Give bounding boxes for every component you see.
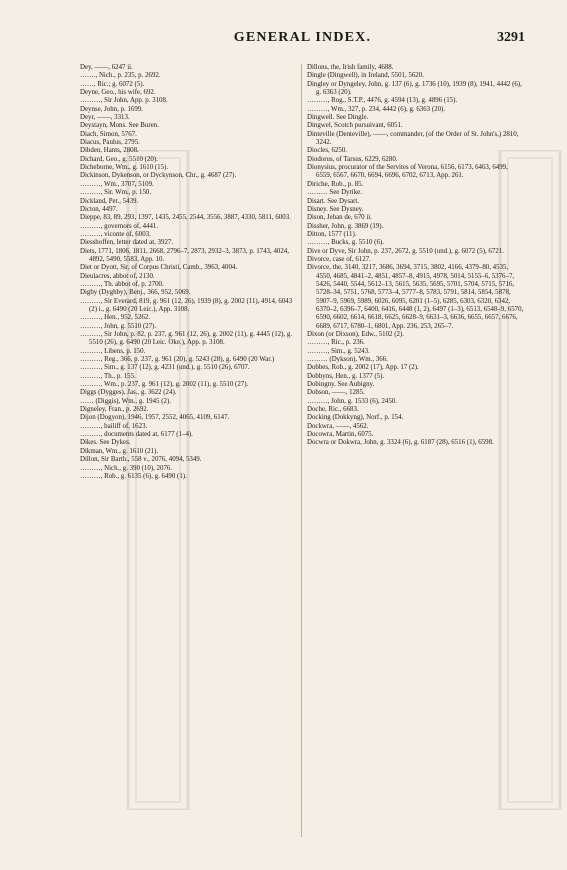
index-entry: ………, Wm., p. 237, g. 961 (12), g. 2002 (11), g. 5510 (27). xyxy=(80,381,249,389)
index-entry: Disney. See Dysney. xyxy=(307,205,364,213)
index-entry: ………, Sim., g. 5243. xyxy=(307,347,370,355)
index-entry: ………, bailiff of, 1623. xyxy=(80,422,148,430)
index-entry: ……, Ric.; g. 6072 (5). xyxy=(80,80,145,88)
index-entry: Docowra, Martin, 6075. xyxy=(307,431,374,439)
index-entry: ………, Libens, p. 150. xyxy=(80,347,146,355)
index-entry: Dison, Jehan de, 670 ii. xyxy=(307,214,372,222)
index-entry: Digneley, Fran., p. 2692. xyxy=(80,406,149,414)
index-entry: Diggs (Dygges), Jas., g. 3622 (24). xyxy=(80,389,177,397)
page-number: 3291 xyxy=(497,30,525,45)
index-entry: Dixon (or Dixson), Edw., 5102 (2). xyxy=(307,331,404,338)
index-entry: Diach, Simon, 5767. xyxy=(80,130,137,138)
index-entry: Ditton, 1577 (11). xyxy=(307,230,357,238)
index-entry: ……… See Dyrike. xyxy=(307,189,362,197)
index-entry: Dijon (Dogyon), 1946, 1957, 2552, 4065, 4109, 6147. xyxy=(80,414,230,422)
index-entry: ………, Sir Everard, 819, g. 961 (12, 26), 1939 (8), g. 2002 (11), 4914, 6043 (2) i., g. 6490 (20 Leic.), App. 3108. xyxy=(80,297,293,313)
index-entry: ………, Bucks, g. 5510 (6). xyxy=(307,239,384,247)
index-entry: ………, Hen., 952, 5262. xyxy=(80,314,151,322)
index-entry: ………, Th., p. 155. xyxy=(80,372,136,380)
index-entry: ………, documents dated at, 6177 (1–4). xyxy=(80,431,193,439)
index-entry: ………, John, g. 5510 (27). xyxy=(80,322,157,330)
index-entry: Dey, ——, 6247 ii. xyxy=(80,64,133,71)
index-entry: ………, governors of, 4441. xyxy=(80,222,159,230)
index-entry: ………, Th. abbot of, p. 2700. xyxy=(80,280,164,288)
index-entry: Dingwell. See Dingle. xyxy=(307,114,369,122)
index-entry: Dinteville (Denteville), ——, commander, (of the Order of St. John's,) 2810, 3242. xyxy=(307,130,519,147)
index-entry: Dobbyns, Hen., g. 1377 (5). xyxy=(307,372,385,380)
index-entry: ……… (Dykson), Wm., 366. xyxy=(307,356,388,364)
index-entry: Dillon, Sir Barth., 558 v., 2076, 4094, 5349. xyxy=(80,456,202,464)
index-entry: Disart. See Dysart. xyxy=(307,197,360,205)
index-entry: Dickinson, Dykenson, or Dyckynson, Chr., g. 4687 (27). xyxy=(80,172,237,180)
index-entry: ………, Nich., g. 390 (10), 2076. xyxy=(80,464,173,472)
index-entry: ………, Sim., g. 137 (12), g. 4231 (und.), g. 5510 (26), 6707. xyxy=(80,364,250,372)
index-entry: Divorce, the, 3140, 3217, 3686, 3694, 3715, 3802, 4166, 4379–80, 4535, 4550, 4685, 4841–2, 4851, 4857–8, 4915, 4978, 5014, 5155–6, 5376–7, 5426, 5440, 5544, 5612–13, 5615, 5635, 5695, 5701, 5704, 5715, 5716, 5728–34, 5751, 5768, 5773–4, 5777–8, 5783, 5791, 5814, 5854, 5878, 5907–9, 5969, 5989, 6026, 6095, 6201 (1–5), 6285, 6303, 6320, 6342, 6370–2, 6396–7, 6400, 6416, 6448 (1, 2), 6497 (1–3), 6513, 6548–9, 6570, 6590, 6602, 6614, 6618, 6625, 6628–9, 6631–3, 6636, 6655, 6657, 6676, 6689, 6717, 6780–1, 6801, App. 236, 253, 265–7. xyxy=(307,264,524,330)
index-entry: Dieppe, 83, 89, 293, 1397, 1435, 2455, 2544, 3556, 3887, 4330, 5811, 6003. xyxy=(80,214,291,222)
index-entry: Diets, 1771, 1806, 1811, 2668, 2796–7, 2873, 2932–3, 3873, p. 1743, 4024, 4892, 5490, 5583, App. 10. xyxy=(80,247,289,263)
index-entry: Dive or Dyve, Sir John, p. 237, 2672, g. 5510 (und.), g. 6072 (5), 6721. xyxy=(307,247,504,255)
index-entry: Deynse, John, p. 1699. xyxy=(80,105,143,113)
index-entry: Deyr, ——, 3313. xyxy=(80,114,130,122)
index-entry: Dingley or Dyngeley, John, g. 137 (6), g. 1736 (10), 1939 (8), 1941, 4442 (6), g. 6363 (20). xyxy=(307,80,522,97)
index-entry: ………, Reg., 366, p. 237, g. 961 (20), g. 5243 (28), g. 6490 (20 War.) xyxy=(80,356,275,364)
index-entry: Docwra or Dokwra, John, g. 3324 (6), g. 6187 (28), 6516 (1), 6598. xyxy=(307,439,494,447)
index-entry: Doche, Ric., 6683. xyxy=(307,406,359,414)
index-entry: Dingle (Dingwell), in Ireland, 5501, 5620. xyxy=(307,72,424,80)
index-entry: Deystayn, Mons. See Buren. xyxy=(80,122,159,130)
index-entry: ………, Rog., S.T.P., 4476, g. 4594 (13), g. 4896 (15). xyxy=(307,97,458,105)
index-entry: Dikman, Wm., g. 1610 (21). xyxy=(80,447,159,455)
index-entry: Digby (Dyghby), Benj., 366, 952, 5069. xyxy=(80,289,191,297)
index-entry: ………, Rob., g. 6135 (6), g. 6490 (1). xyxy=(80,472,187,480)
index-entry: …… (Diggis), Wm., g. 1945 (2). xyxy=(80,397,171,405)
index-entry: Dissher, John, g. 3869 (19). xyxy=(307,222,384,230)
index-entry: Dikes. See Dykes. xyxy=(80,439,131,447)
index-entry: Dillons, the, Irish family, 4688. xyxy=(307,64,394,71)
index-entry: Diocles, 6250. xyxy=(307,147,347,155)
index-entry: Diet or Dyott, Sir, of Corpus Christi, Camb., 3963, 4004. xyxy=(80,264,238,272)
index-entry: Diriche, Rob., p. 85. xyxy=(307,180,364,188)
index-entry: Diacus, Paulus, 2795. xyxy=(80,139,140,147)
index-entry: Dibden, Hants, 2808. xyxy=(80,147,139,155)
index-entry: Dobbes, Rob., g. 2002 (17), App. 17 (2). xyxy=(307,364,419,372)
index-entry: ………, John, g. 1533 (6), 2450. xyxy=(307,397,397,405)
column-divider xyxy=(301,64,302,837)
index-entry: Dicton, 4497. xyxy=(80,205,118,213)
index-entry: Diesshoffen, letter dated at, 3927. xyxy=(80,239,174,247)
index-entry: Dicheborne, Wm., g. 1610 (15). xyxy=(80,164,169,172)
index-entry: Docking (Dokkyng), Norf., p. 154. xyxy=(307,414,404,422)
index-entry: Dionysius, procurator of the Servites of Verona, 6156, 6173, 6463, 6499, 6559, 6567, 6670, 6694, 6696, 6702, 6713, App. 261. xyxy=(307,164,508,180)
index-entry: ……., Nich., p. 235, p. 2692. xyxy=(80,72,161,80)
index-entry: Divorce, case of, 6127. xyxy=(307,255,371,263)
index-entry: ………, Sir John, p. 82, p. 237, g. 961 (12, 26), g. 2002 (11), g. 4445 (12), g. 5510 (26), g. 6490 (20 Leic. Oke.), App. p. 3108. xyxy=(80,331,293,347)
index-entry: Dickland, Pet., 5439. xyxy=(80,197,139,205)
index-entry: Dobingny. See Aubigny. xyxy=(307,381,375,389)
index-entry: Dichard, Geo., g. 5510 (20). xyxy=(80,155,158,163)
page-header xyxy=(80,30,525,50)
index-column-left xyxy=(80,64,298,481)
page-title: GENERAL INDEX. xyxy=(233,30,372,45)
index-entry: ………, Sir. Wm., p. 150. xyxy=(80,189,152,197)
index-entry: ………, Ric., p. 236. xyxy=(307,339,365,347)
index-entry: ………, Wm., 3707, 5109. xyxy=(80,180,154,188)
index-entry: ………, Wm., 327, p. 234, 4442 (6), g. 6363 (20). xyxy=(307,105,446,113)
index-entry: Dingwel, Scotch pursuivant, 6051. xyxy=(307,122,403,130)
index-entry: Diodorus, of Tarsus, 6229, 6280. xyxy=(307,155,398,163)
index-column-right xyxy=(307,64,525,448)
index-entry: ………, Sir John, App. p. 3108. xyxy=(80,97,168,105)
index-entry: Dieulacres, abbot of, 2130. xyxy=(80,272,155,280)
index-entry: ………, viconte of, 6003. xyxy=(80,230,151,238)
index-entry: Deyne, Geo., his wife, 692. xyxy=(80,89,156,97)
index-entry: Dockwra, ——, 4562. xyxy=(307,422,369,430)
index-entry: Dobson, ——, 1285. xyxy=(307,389,365,397)
